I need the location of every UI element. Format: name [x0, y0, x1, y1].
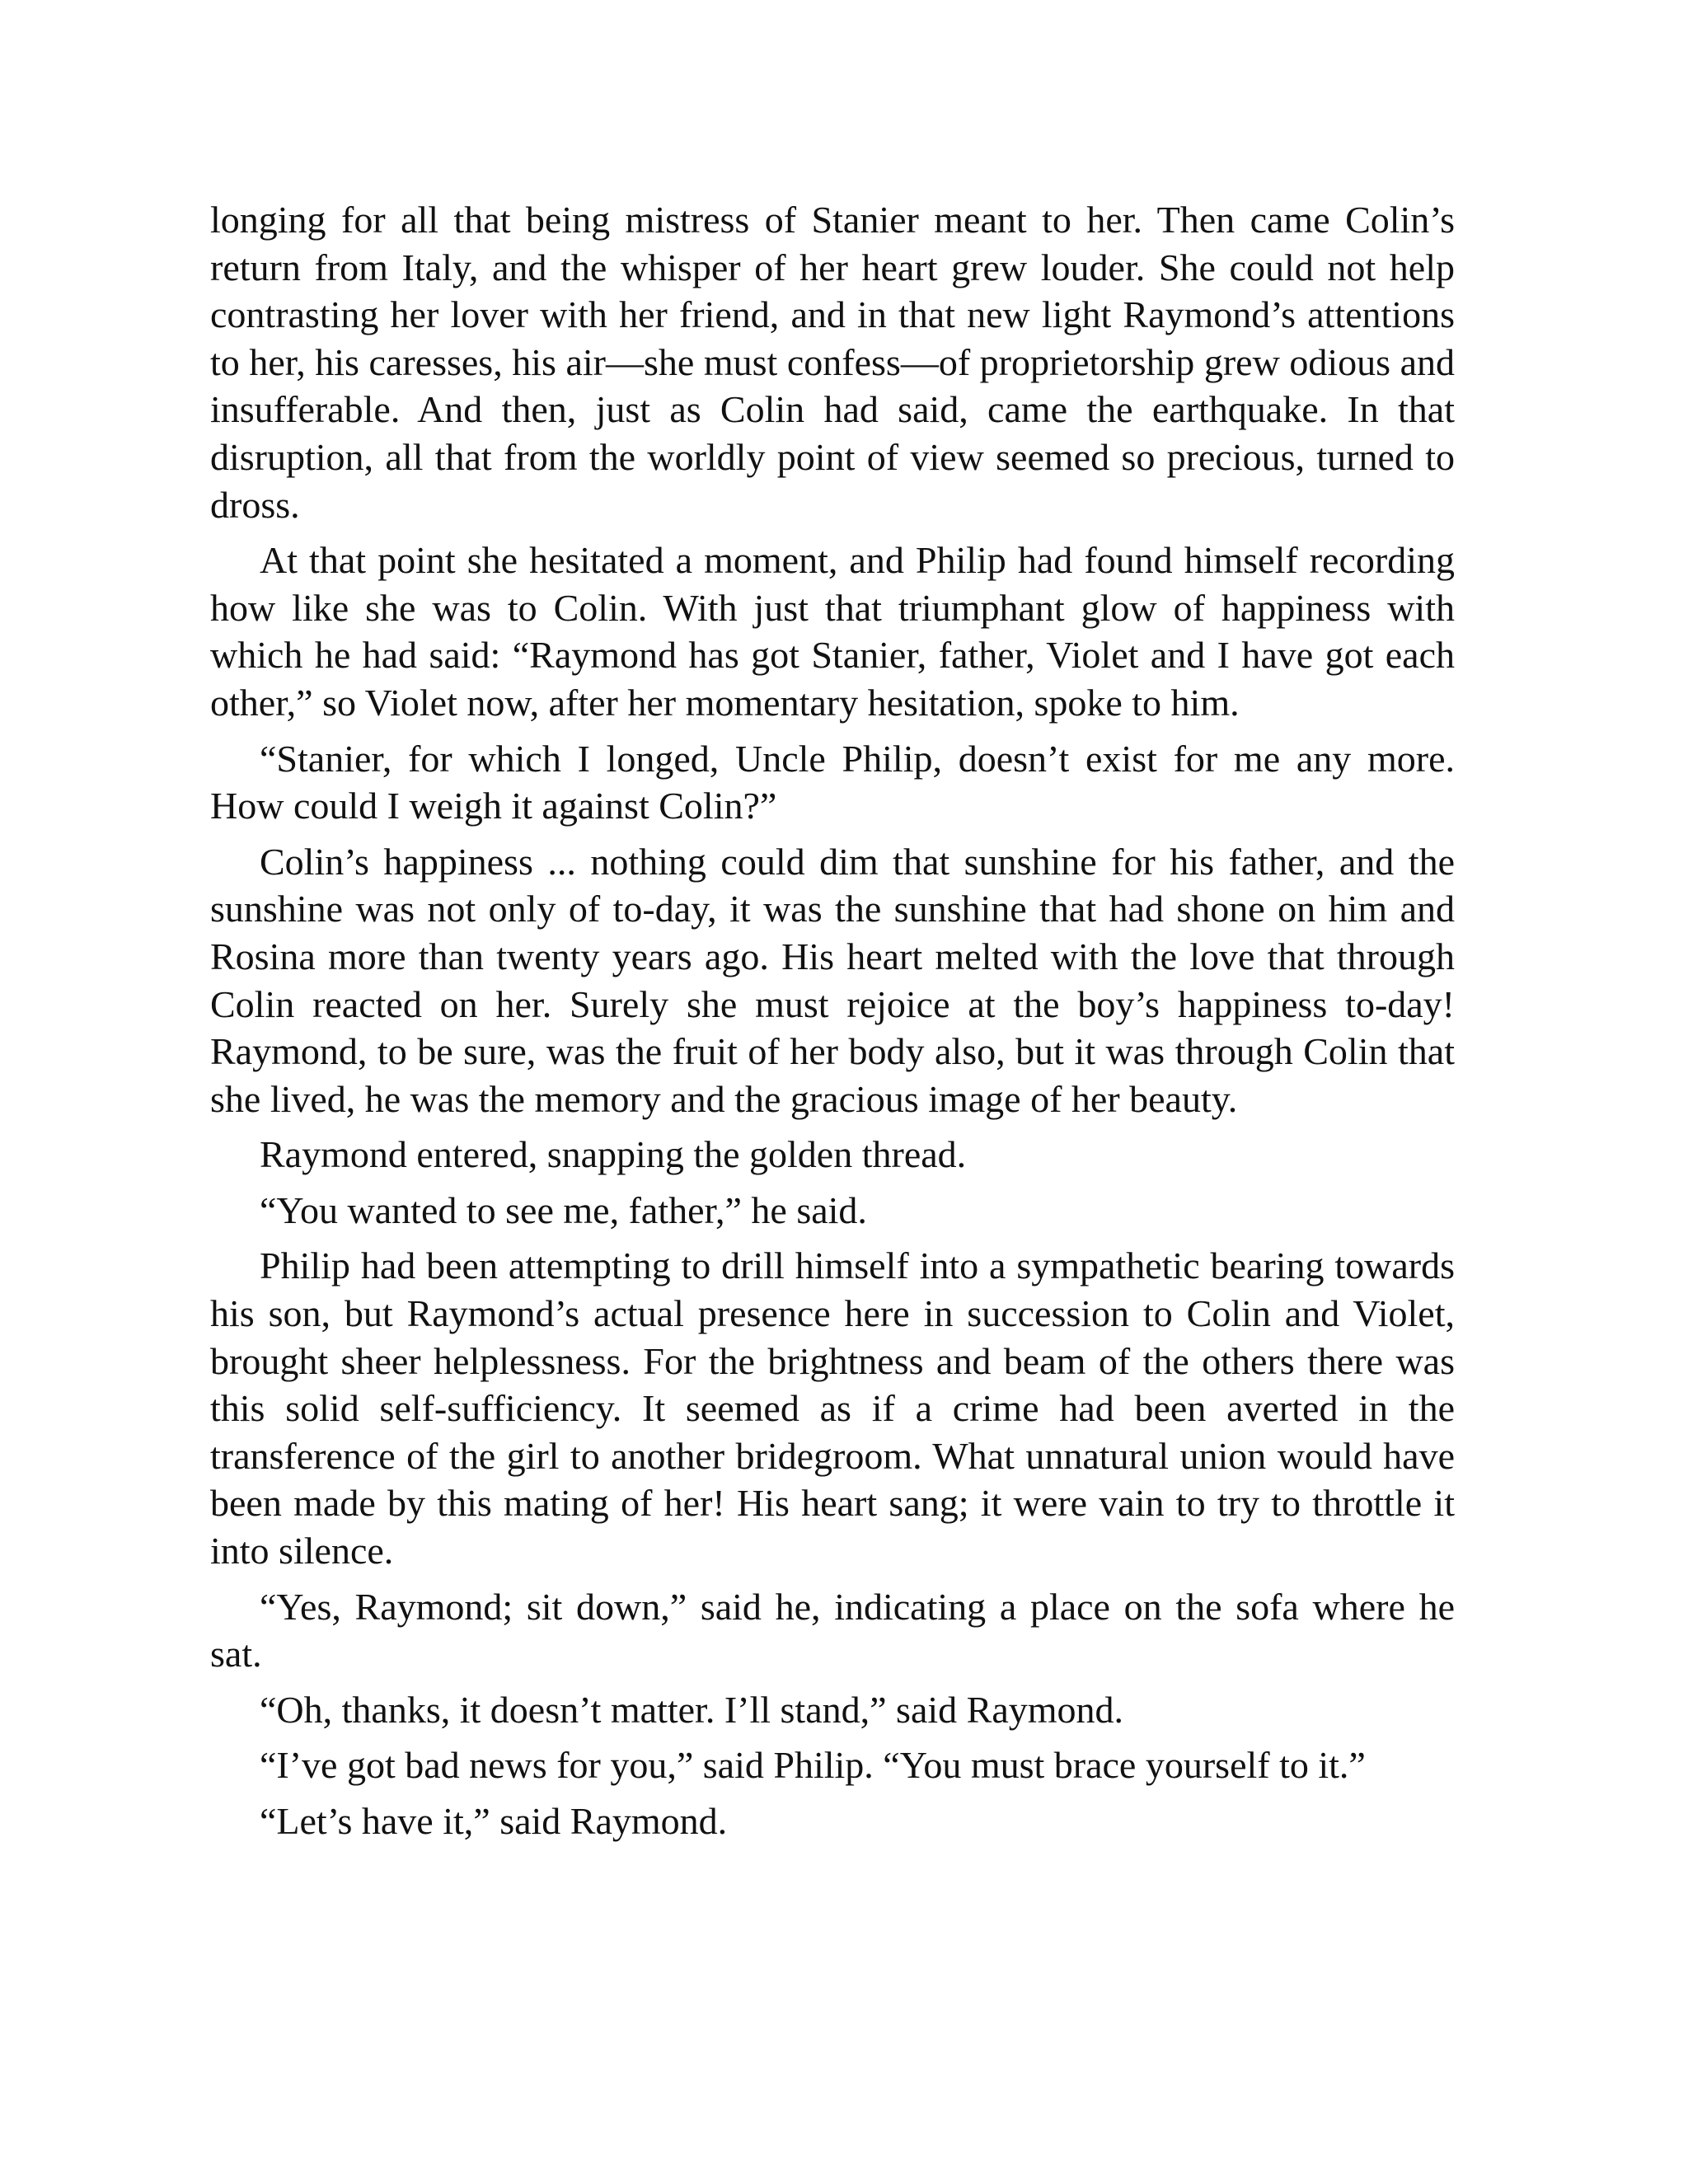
- paragraph-10: “I’ve got bad news for you,” said Philip. “You must brace yourself to it.”: [260, 1744, 1366, 1787]
- paragraph-3: “Stanier, for which I longed, Uncle Philip, doesn’t exist for me any more. How could I weigh it against Colin?”: [210, 737, 1455, 827]
- paragraph-7: Philip had been attempting to drill himself into a sympathetic bearing towards his son, but Raymond’s actual presence here in succession to Colin and Violet, brought sheer helplessness. For the brightness and beam of the others there was this solid self-sufficiency. It seemed as if a crime had been averted in the transference of the girl to another bridegroom. What unnatural union would have been made by this mating of her! His heart sang; it were vain to try to throttle it into silence.: [210, 1244, 1455, 1572]
- paragraph-1: longing for all that being mistress of Stanier meant to her. Then came Colin’s return from Italy, and the whisper of her heart grew louder. She could not help contrasting her lover with her friend, and in that new light Raymond’s attentions to her, his caresses, his air—she must confess—of proprietorship grew odious and insufferable. And then, just as Colin had said, came the earthquake. In that disruption, all that from the worldly point of view seemed so precious, turned to dross.: [210, 199, 1455, 526]
- paragraph-5: Raymond entered, snapping the golden thread.: [260, 1133, 967, 1176]
- page-body: [210, 196, 1455, 1854]
- paragraph-9: “Oh, thanks, it doesn’t matter. I’ll stand,” said Raymond.: [260, 1688, 1124, 1731]
- paragraph-6: “You wanted to see me, father,” he said.: [260, 1188, 867, 1231]
- paragraph-11: “Let’s have it,” said Raymond.: [260, 1800, 728, 1842]
- paragraph-8: “Yes, Raymond; sit down,” said he, indicating a place on the sofa where he sat.: [210, 1585, 1455, 1675]
- paragraph-2: At that point she hesitated a moment, and Philip had found himself recording how like she was to Colin. With just that triumphant glow of happiness with which he had said: “Raymond has got Stanier, father, Violet and I have got each other,” so Violet now, after her momentary hesitation, spoke to him.: [210, 539, 1455, 724]
- paragraph-4: Colin’s happiness ... nothing could dim that sunshine for his father, and the sunshine was not only of to-day, it was the sunshine that had shone on him and Rosina more than twenty years ago. His heart melted with the love that through Colin reacted on her. Surely she must rejoice at the boy’s happiness to-day! Raymond, to be sure, was the fruit of her body also, but it was through Colin that she lived, he was the memory and the gracious image of her beauty.: [210, 840, 1455, 1120]
